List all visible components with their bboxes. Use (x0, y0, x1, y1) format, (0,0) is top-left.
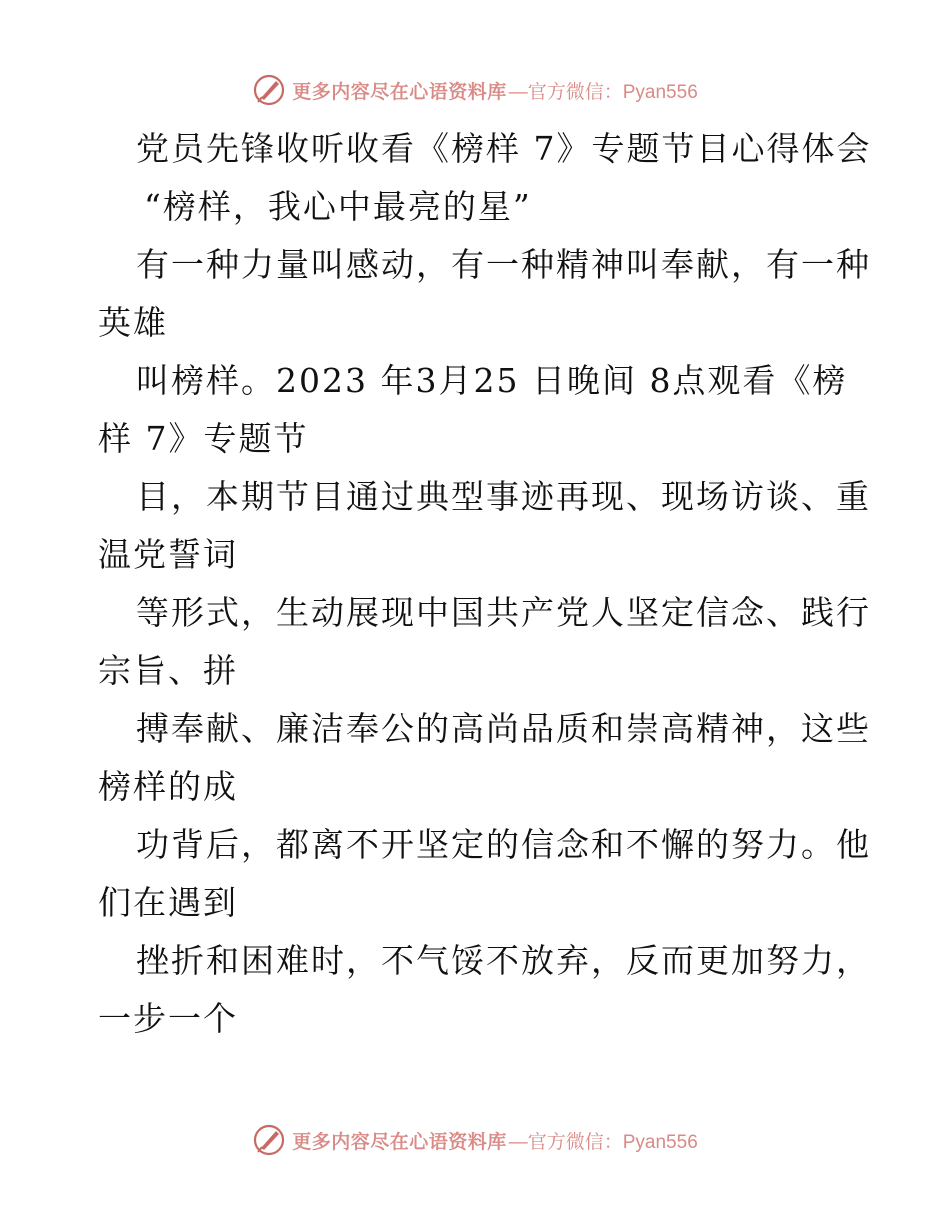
paragraph-line: 搏奉献、廉洁奉公的高尚品质和崇高精神，这些 (136, 709, 871, 748)
paragraph-line: 们在遇到 (98, 883, 238, 922)
footer-banner (0, 1120, 950, 1160)
paragraph-line: 挫折和困难时，不气馁不放弃，反而更加努力， (136, 941, 871, 980)
document-subtitle: “榜样，我心中最亮的星” (144, 187, 532, 226)
quill-pen-circle-icon (252, 73, 286, 107)
paragraph-line: 样 7》专题节 (98, 419, 309, 458)
banner-title: 更多内容尽在心语资料库 (292, 1130, 507, 1153)
paragraph-line: 功背后，都离不开坚定的信念和不懈的努力。他 (136, 825, 871, 864)
quill-pen-circle-icon (252, 1123, 286, 1157)
paragraph-line: 等形式，生动展现中国共产党人坚定信念、践行 (136, 593, 871, 632)
paragraph-line: 一步一个 (98, 999, 238, 1038)
document-title: 党员先锋收听收看《榜样 7》专题节目心得体会 (136, 129, 872, 168)
paragraph-line: 英雄 (98, 303, 168, 342)
paragraph-line: 温党誓词 (98, 535, 238, 574)
paragraph-line: 榜样的成 (98, 767, 238, 806)
paragraph-line: 目，本期节目通过典型事迹再现、现场访谈、重 (136, 477, 871, 516)
paragraph-line: 宗旨、拼 (98, 651, 238, 690)
banner-contact: —官方微信：Pyan556 (508, 81, 698, 103)
paragraph-line: 有一种力量叫感动，有一种精神叫奉献，有一种 (136, 245, 871, 284)
banner-title: 更多内容尽在心语资料库 (292, 80, 507, 103)
banner-contact: —官方微信：Pyan556 (508, 1131, 698, 1153)
document-body (98, 120, 872, 1048)
header-banner (0, 70, 950, 110)
paragraph-line: 叫榜样。2023 年3月25 日晚间 8点观看《榜 (136, 361, 848, 400)
